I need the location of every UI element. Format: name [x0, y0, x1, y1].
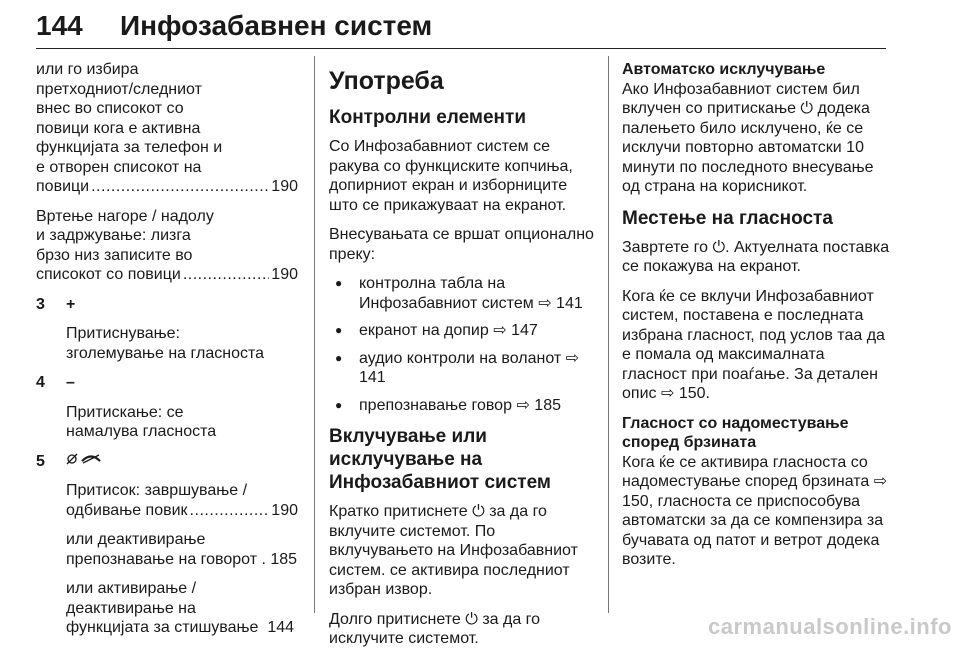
- column-divider-1: [314, 56, 315, 613]
- text-line: или го избира: [36, 61, 139, 78]
- section-title-usage: Употреба: [329, 67, 444, 95]
- column-2: [329, 60, 595, 659]
- power-icon: ⏻: [800, 100, 814, 117]
- toc-text: повици: [36, 178, 90, 195]
- toc-line[interactable]: [66, 501, 298, 521]
- toc-text: одбивање повик: [66, 501, 188, 519]
- text-line: Притисок: завршување /: [66, 482, 248, 499]
- page-ref-arrow-icon: ⇨: [493, 322, 507, 339]
- subsection-title-auto-off: Автоматско исклучување: [622, 61, 826, 78]
- input-options-list: [329, 274, 595, 415]
- toc-text: препознавање на говорот .: [66, 550, 266, 568]
- voice-off-phone-end-icon: [66, 452, 102, 472]
- item-4-desc: [36, 403, 298, 442]
- list-item: ● аудио контроли на воланот ⇨ 141: [329, 349, 595, 388]
- text-line: деактивирање на: [66, 599, 196, 617]
- text-line: или деактивирање: [66, 531, 206, 548]
- page-ref-arrow-icon: ⇨: [538, 294, 552, 312]
- page-ref[interactable]: 141: [556, 294, 583, 312]
- text-line: функцијата за телефон и: [36, 139, 223, 156]
- toc-page[interactable]: 144: [267, 619, 295, 636]
- subsection-title-speed-volume: Гласност со надоместување според брзината: [622, 414, 849, 451]
- watermark: carmanualsonline.info: [708, 614, 952, 639]
- page-ref[interactable]: 147: [511, 322, 538, 339]
- power-off-paragraph: Долго притиснете ⏻ за да го исклучите системот.: [329, 610, 541, 647]
- plus-symbol: +: [66, 295, 76, 313]
- toc-line[interactable]: [36, 265, 298, 285]
- text-line: внес во списокот со: [36, 100, 184, 117]
- speed-volume-paragraph: Кога ќе се активира гласноста со надоместување според брзината ⇨ 150, гласноста се приспособува автоматски за да се компензира за бучавата од патот и ветрот додека возите.: [622, 453, 888, 568]
- page-ref[interactable]: 150.: [678, 385, 710, 402]
- item-number: 4: [36, 374, 45, 391]
- text-line: Вртење нагоре / надолу: [36, 207, 214, 225]
- toc-page[interactable]: 190: [271, 501, 298, 519]
- item-number: 3: [36, 295, 45, 313]
- toc-page[interactable]: 190: [271, 178, 298, 195]
- toc-line[interactable]: [66, 550, 298, 570]
- input-options-paragraph: Внесувањата се вршат опционално преку:: [329, 226, 594, 263]
- toc-line[interactable]: [66, 618, 298, 638]
- item-number: 5: [36, 452, 45, 470]
- toc-leader: [91, 177, 269, 197]
- list-item: ● контролна табла на Инфозабавниот систем ⇨ 141: [329, 274, 595, 313]
- page-header: [36, 10, 886, 50]
- text-line: Притиснување:: [66, 325, 180, 342]
- list-item: ● препознавање говор ⇨ 185: [329, 396, 595, 416]
- page-ref-arrow-icon: ⇨: [660, 385, 675, 402]
- subsection-title-controls: Контролни елементи: [329, 107, 527, 128]
- text-line: или активирање /: [66, 580, 197, 597]
- startup-volume-paragraph: Кога ќе се вклучи Инфозабавниот систем, поставена е последната избрана гласност, под услов таа да е помала од максималната гласност при поаѓање. За детален опис ⇨ 150.: [622, 287, 885, 402]
- item-5-desc: [36, 481, 298, 638]
- page-ref-arrow-icon: ⇨: [873, 473, 888, 490]
- volume-paragraph: Завртете го ⏻. Актуелната поставка се покажува на екранот.: [622, 238, 890, 275]
- text-line: повици кога е активна: [36, 119, 201, 137]
- header-rule: [36, 48, 886, 49]
- text-line: и задржување: лизга: [36, 227, 191, 244]
- page-ref[interactable]: 185: [534, 396, 561, 414]
- toc-text: списокот со повици: [36, 266, 181, 283]
- page-ref[interactable]: 150,: [622, 492, 654, 510]
- text-line: е отворен списокот на: [36, 158, 202, 176]
- page-ref-arrow-icon: ⇨: [565, 349, 580, 367]
- page-ref-arrow-icon: ⇨: [516, 396, 530, 414]
- text-line: претходниот/следниот: [36, 80, 202, 98]
- page-number: 144: [36, 10, 83, 41]
- text-line: намалува гласноста: [66, 423, 217, 440]
- text-line: Притискање: се: [66, 403, 184, 421]
- power-on-paragraph: Кратко притиснете ⏻ за да го вклучите системот. По вклучувањето на Инфозабавниот систем. се активира последниот избран извор.: [329, 503, 578, 598]
- toc-page[interactable]: 190: [271, 266, 298, 283]
- voice-off-icon: [66, 452, 102, 466]
- item-3-desc: [36, 324, 298, 363]
- text-line: брзо низ записите во: [36, 246, 193, 264]
- power-icon: ⏻: [712, 238, 726, 256]
- power-icon: ⏻: [472, 503, 485, 520]
- item-3-header: [36, 295, 298, 315]
- entry-scroll: [36, 207, 298, 285]
- minus-symbol: –: [66, 374, 75, 391]
- item-5-header: [36, 452, 298, 472]
- page-title: Инфозабавнен систем: [120, 10, 433, 41]
- toc-line[interactable]: [36, 177, 298, 197]
- toc-text: функцијата за стишување: [66, 619, 259, 636]
- toc-leader: [183, 265, 269, 285]
- column-3: [622, 60, 890, 580]
- text-line: зголемување на гласноста: [66, 344, 265, 362]
- toc-leader: [190, 501, 270, 521]
- item-4-header: [36, 373, 298, 393]
- power-icon: ⏻: [465, 610, 478, 628]
- column-divider-2: [608, 56, 609, 613]
- subsection-title-onoff: Вклучување или исклучување на Инфозабавниот систем: [329, 426, 551, 493]
- page-ref[interactable]: 141: [359, 369, 386, 386]
- column-1: [36, 60, 298, 648]
- entry-list-nav: [36, 60, 298, 197]
- controls-paragraph: Со Инфозабавниот систем се ракува со функциските копчиња, допирниот екран и изборниците што се прикажуваат на екранот.: [329, 138, 573, 214]
- subsection-title-volume: Местење на гласноста: [622, 207, 833, 229]
- auto-off-paragraph: Ако Инфозабавниот систем бил вклучен со притискање ⏻ додека палењето било исклучено, ќе се исклучи повторно автоматски 10 минути по последното внесување од страна на корисникот.: [622, 80, 874, 195]
- toc-page[interactable]: 185: [270, 550, 298, 568]
- list-item: ● екранот на допир ⇨ 147: [329, 321, 595, 341]
